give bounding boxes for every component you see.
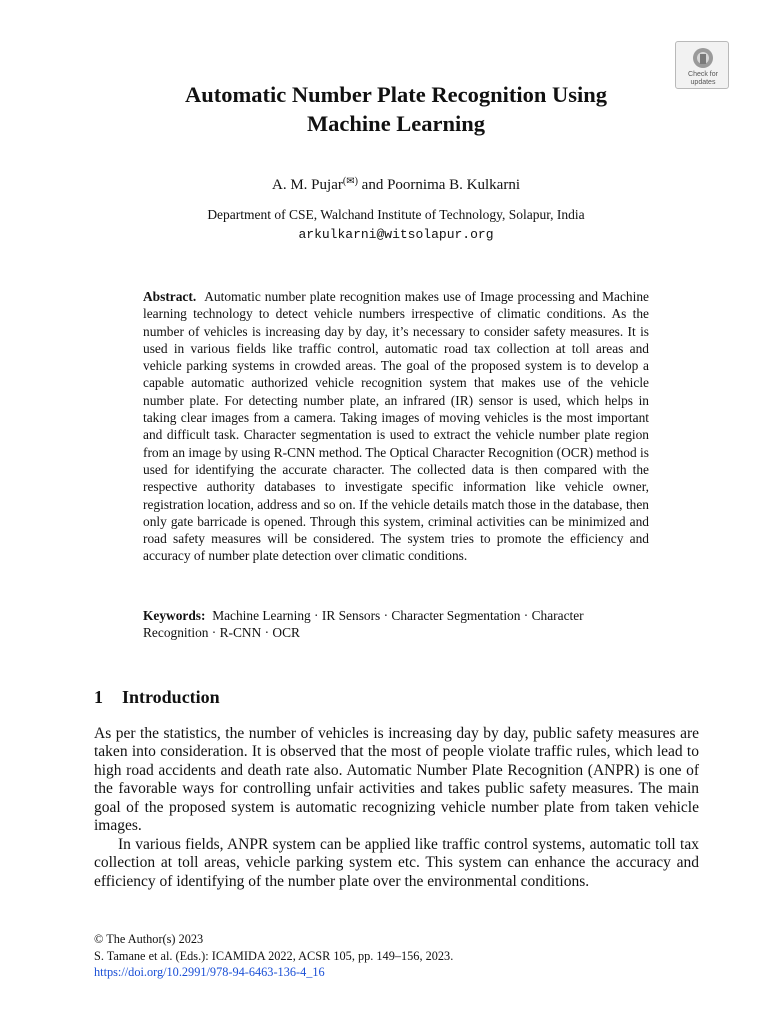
section-number: 1 [94,687,103,707]
badge-line2: updates [690,79,716,86]
doi-link[interactable]: https://doi.org/10.2991/978-94-6463-136-4_16 [94,965,325,979]
abstract-text: Automatic number plate recognition makes use of Image processing and Machine learning technology to detect vehicle numbers irrespective of climatic conditions. As the number of vehicles is increasing day by day, it’s necessary to consider safety measures. It is used in various fields like traffic control, automatic road tax collection at toll areas and vehicle parking systems in crowded areas. The goal of the proposed system is to develop a capable automatic authorized vehicle recognition system that makes use of the vehicle number plate. For detecting number plate, an infrared (IR) sensor is used, which helps in taking clear images from a camera. Taking images of moving vehicles is the most important and difficult task. Character segmentation is used to extract the vehicle number plate region from an image by using R-CNN method. The Optical Character Recognition (OCR) method is used for identifying the accurate character. The collected data is then compared with the respective authority databases to investigate specific information like vehicle owner, registration location, address and so on. If the vehicle details match those in the database, then only gate barricade is opened. Through this system, criminal activities can be minimized and road safety measures will be considered. The system tries to promote the efficiency and accuracy of number plate detection over climatic conditions. [143,289,649,564]
citation: S. Tamane et al. (Eds.): ICAMIDA 2022, ACSR 105, pp. 149–156, 2023. [94,948,454,963]
author-1: A. M. Pujar [272,177,343,193]
section-heading [94,685,220,709]
authors [100,172,692,195]
author-2: Poornima B. Kulkarni [387,177,520,193]
keywords [143,607,649,642]
paper-title [100,80,692,138]
keywords-label: Keywords: [143,608,206,623]
check-for-updates-icon [691,46,715,70]
intro-paragraph-2: In various fields, ANPR system can be applied like traffic control systems, automatic toll tax collection at toll areas, vehicle parking system etc. This system can enhance the accuracy and efficiency of identifying of the number plate over the environmental conditions. [94,836,699,890]
abstract [143,288,649,565]
abstract-label: Abstract. [143,289,197,304]
affiliation: Department of CSE, Walchand Institute of Technology, Solapur, India [207,207,585,222]
author-separator: and [357,177,388,193]
section-title: Introduction [122,687,220,707]
badge-line1: Check for [688,71,718,78]
title-line-2: Machine Learning [306,111,486,136]
copyright: © The Author(s) 2023 [94,932,204,946]
email-envelope-icon[interactable]: (✉) [342,176,358,187]
title-line-1: Automatic Number Plate Recognition Using [184,82,608,107]
author-email[interactable]: arkulkarni@witsolapur.org [298,227,494,242]
footer [94,931,694,981]
keywords-text: Machine Learning · IR Sensors · Character Segmentation · Character Recognition · R-CNN · OCR [143,608,584,641]
intro-paragraph-1: As per the statistics, the number of vehicles is increasing day by day, public safety measures are taken into consideration. It is observed that the most of people violate traffic rules, which lead to high road accidents and death rate also. Automatic Number Plate Recognition (ANPR) is one of the favorable ways for controlling unfair activities and takes public safety measures. The main goal of the proposed system is automatic recognizing vehicle number plate from taken vehicle images. [94,725,699,835]
